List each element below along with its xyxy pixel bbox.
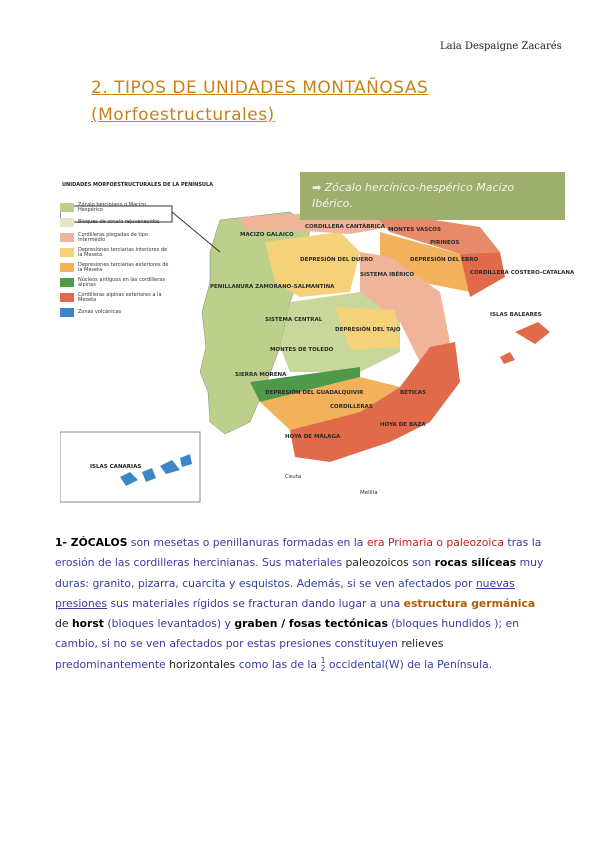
geomorphology-map-figure (60, 172, 575, 510)
map-legend (60, 202, 172, 322)
legend-swatch (60, 218, 74, 227)
legend-item: Cordilleras plegadas de tipo intermedio (60, 232, 172, 243)
legend-item: Depresiones terciarias interiores de la Meseta (60, 247, 172, 258)
label-cordillera-costero-catalana: CORDILLERA COSTERO-CATALANA (470, 270, 575, 276)
legend-item: Depresiones terciarias exteriores de la Meseta (60, 262, 172, 273)
label-depresion-tajo: DEPRESIÓN DEL TAJO (335, 327, 401, 333)
legend-swatch (60, 203, 74, 212)
label-depresion-duero: DEPRESIÓN DEL DUERO (300, 257, 373, 263)
label-penillanura: PENILLANURA ZAMORANO-SALMANTINA (210, 284, 335, 290)
label-pirineos: PIRINEOS (430, 240, 460, 246)
label-sistema-central: SISTEMA CENTRAL (265, 317, 323, 323)
label-hoya-baza: HOYA DE BAZA (380, 422, 426, 428)
legend-swatch (60, 233, 74, 242)
legend-item: Zócalo herciniano o Macizo Hespérico (60, 202, 172, 213)
label-cordilleras: CORDILLERAS (330, 404, 373, 410)
legend-swatch (60, 278, 74, 287)
label-montes-vascos: MONTES VASCOS (388, 227, 441, 233)
label-depresion-guadalquivir: DEPRESIÓN DEL GUADALQUIVIR (265, 390, 364, 396)
label-islas-canarias: ISLAS CANARIAS (90, 464, 142, 470)
legend-swatch (60, 248, 74, 257)
label-sistema-iberico: SISTEMA IBÉRICO (360, 272, 415, 278)
legend-item: Bloques de zócalo rejuvenecidos (60, 217, 172, 228)
author-name: Laia Despaigne Zacarés (440, 41, 562, 52)
legend-swatch (60, 293, 74, 302)
legend-swatch (60, 263, 74, 272)
legend-title: UNIDADES MORFOESTRUCTURALES DE LA PENÍNSULA (62, 182, 214, 188)
legend-item: Zonas volcánicas (60, 307, 172, 318)
label-islas-baleares: ISLAS BALEARES (490, 312, 542, 318)
label-montes-toledo: MONTES DE TOLEDO (270, 347, 334, 353)
zocalo-callout: ➡ Zócalo hercínico-hespérico Macizo Ibérico. (300, 172, 565, 220)
section-title: 2. TIPOS DE UNIDADES MONTAÑOSAS (91, 78, 429, 98)
label-macizo-galaico: MACIZO GALAICO (240, 232, 294, 238)
legend-item: Cordilleras alpinas exteriores a la Meseta (60, 292, 172, 303)
label-hoya-malaga: HOYA DE MÁLAGA (285, 434, 341, 440)
label-cordillera-cantabrica: CORDILLERA CANTÁBRICA (305, 224, 385, 230)
label-beticas: BÉTICAS (400, 390, 427, 396)
fraction-half: 1 2 (320, 655, 326, 673)
label-ceuta: Ceuta (285, 474, 302, 480)
section-subtitle: (Morfoestructurales) (91, 105, 275, 125)
zocalos-paragraph: 1- ZÓCALOS son mesetas o penillanuras formadas en la era Primaria o paleozoica tras la erosión de las cordilleras hercinianas. Sus materiales paleozoicos son rocas silíceas muy duras: granito, pizarra, cuarcita y esquistos. Además, si se ven afectados por nuevas presiones sus materiales rígidos se fracturan dando lugar a una estructura germánica de horst (bloques levantados) y graben / fosas tectónicas (bloques hundidos ); en cambio, si no se ven afectados por estas presiones constituyen relieves predominantemente horizontales como las de la 1 2 occidental(W) de la Península. (55, 536, 544, 673)
legend-item: Núcleos antiguos en las cordilleras alpinas (60, 277, 172, 288)
zocalos-heading: 1- ZÓCALOS (55, 536, 128, 549)
label-sierra-morena: SIERRA MORENA (235, 372, 287, 378)
legend-swatch (60, 308, 74, 317)
label-depresion-ebro: DEPRESIÓN DEL EBRO (410, 257, 479, 263)
label-melilla: Melilla (360, 490, 378, 496)
